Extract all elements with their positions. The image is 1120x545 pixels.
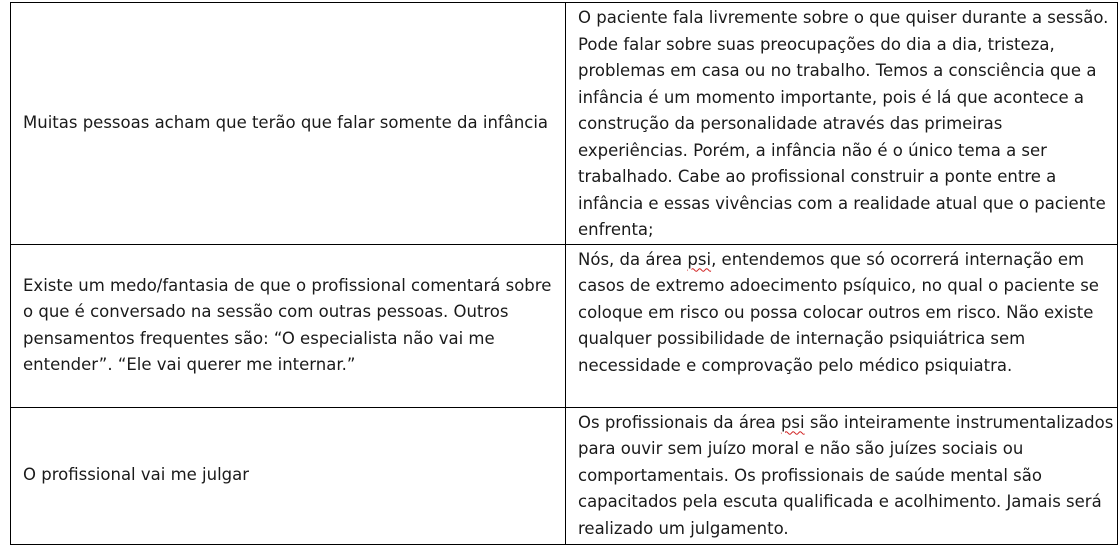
answer-text: O paciente fala livremente sobre o que quiser durante a sessão. Pode falar sobre suas preocupações do dia a dia, tristeza, problemas em casa ou no trabalho. Temos a consciência que a infância é um momento importante, pois é lá que acontece a construção da personalidade através das primeiras experiências. Porém, a infância não é o único tema a ser trabalhado. Cabe ao profissional construir a ponte entre a infância e essas vivências com a realidade atual que o paciente enfrenta; <box>578 8 1109 239</box>
answer-text-end: são inteiramente instrumentalizados para ouvir sem juízo moral e não são juízes sociais ou comportamentais. Os profissionais de saúde mental são capacitados pela escuta qualificada e acolhimento. Jamais será realizado um julgamento. <box>578 412 1114 538</box>
answer-cell <box>566 244 1118 407</box>
myth-cell <box>11 407 566 544</box>
answer-text-start: Nós, da área <box>578 249 688 269</box>
myth-text: O profissional vai me julgar <box>23 465 250 485</box>
table-row <box>11 244 1118 407</box>
myths-table <box>10 2 1118 545</box>
answer-text-start: Os profissionais da área <box>578 412 781 432</box>
myth-cell <box>11 3 566 245</box>
answer-cell <box>566 407 1118 544</box>
myth-text: Existe um medo/fantasia de que o profissional comentará sobre o que é conversado na sessão com outras pessoas. Outros pensamentos frequentes são: “O especialista não vai me entender”. “Ele vai querer me internar.” <box>23 275 552 374</box>
spellcheck-flagged-word: psi <box>780 412 805 432</box>
table-row <box>11 407 1118 544</box>
table-row <box>11 3 1118 245</box>
spellcheck-flagged-word: psi <box>687 249 712 269</box>
answer-text-end: , entendemos que só ocorrerá internação em casos de extremo adoecimento psíquico, no qual o paciente se coloque em risco ou possa colocar outros em risco. Não existe qualquer possibilidade de internação psiquiátrica sem necessidade e comprovação pelo médico psiquiatra. <box>578 249 1099 375</box>
answer-cell <box>566 3 1118 245</box>
myth-text: Muitas pessoas acham que terão que falar somente da infância <box>23 113 549 132</box>
myth-cell <box>11 244 566 407</box>
